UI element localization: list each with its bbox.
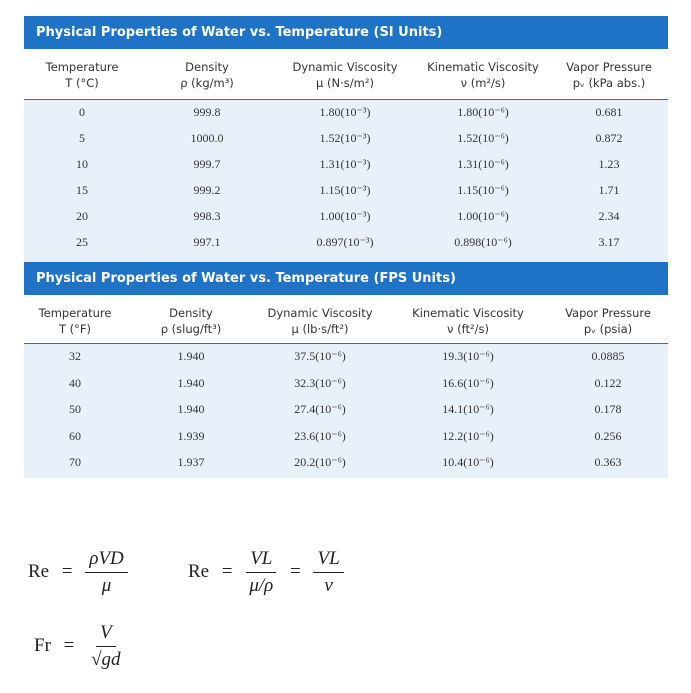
fps-header-row [24, 295, 668, 344]
header-label: Dynamic Viscosity [292, 60, 398, 74]
formula-denominator: ν [324, 575, 333, 596]
header-label: Temperature [45, 60, 119, 74]
header-unit: ρ (slug/ft³) [160, 322, 222, 336]
header-unit: ν (m²/s) [460, 76, 506, 90]
table-cell: 14.1(10⁻⁶) [442, 402, 494, 416]
formula-equals: = [61, 560, 73, 582]
fps-header-col-4 [565, 305, 651, 337]
si-table [24, 16, 668, 262]
table-row [24, 230, 668, 256]
header-unit: μ (N·s/m²) [316, 76, 374, 90]
table-cell: 20 [76, 209, 88, 223]
table-cell: 999.2 [193, 183, 221, 197]
si-header-col-4 [566, 59, 652, 91]
table-cell: 60 [69, 428, 81, 443]
table-cell: 0.898(10⁻⁶) [454, 235, 512, 249]
si-header-col-3 [427, 59, 539, 91]
table-cell: 1.940 [177, 349, 205, 363]
header-unit: ρ (kg/m³) [180, 76, 234, 90]
table-cell: 5 [79, 131, 85, 145]
formula-equals: = [63, 634, 75, 656]
fps-header-col-3 [412, 305, 524, 337]
table-cell: 1.00(10⁻⁶) [457, 209, 509, 223]
table-cell: 3.17 [598, 235, 620, 249]
table-cell: 1.52(10⁻⁶) [457, 131, 509, 145]
table-cell: 1.937 [177, 455, 205, 469]
table-cell: 10 [76, 157, 88, 171]
si-header-col-1 [180, 59, 234, 91]
si-table-title: Physical Properties of Water vs. Temperature (SI Units) [24, 16, 668, 49]
table-cell: 0.872 [595, 131, 623, 145]
table-cell: 1.940 [177, 402, 205, 416]
table-cell: 40 [69, 375, 81, 390]
table-cell: 20.2(10⁻⁶) [294, 455, 346, 469]
formula-denominator: μ [101, 575, 112, 596]
header-label: Kinematic Viscosity [412, 306, 524, 320]
table-cell: 0 [79, 105, 85, 119]
fps-body [24, 344, 668, 477]
table-row [24, 178, 668, 204]
table-row [24, 100, 668, 126]
si-header-col-2 [292, 59, 397, 91]
formula-numerator: VL [313, 548, 343, 573]
table-cell: 1.71 [598, 183, 620, 197]
si-header-row [24, 49, 668, 100]
table-cell: 37.5(10⁻⁶) [294, 349, 346, 363]
fps-header-col-2 [267, 305, 372, 337]
table-cell: 23.6(10⁻⁶) [294, 428, 346, 443]
header-unit: T (°F) [58, 322, 92, 336]
formula-equals-2: = [290, 560, 301, 582]
table-cell: 1.31(10⁻⁶) [457, 157, 509, 171]
table-cell: 32.3(10⁻⁶) [294, 375, 346, 390]
formula-fraction [245, 548, 277, 597]
table-cell: 1.00(10⁻³) [319, 209, 371, 223]
fps-table-title: Physical Properties of Water vs. Temperature (FPS Units) [24, 262, 668, 295]
table-cell: 1.31(10⁻³) [319, 157, 371, 171]
fps-header-col-0 [39, 305, 112, 337]
formula-numerator: VL [246, 548, 276, 573]
formula-fraction-2 [313, 548, 343, 597]
formula-numerator: V [96, 622, 116, 647]
table-cell: 2.34 [598, 209, 620, 223]
table-cell: 0.122 [594, 375, 622, 390]
table-row [24, 204, 668, 230]
table-cell: 1.80(10⁻⁶) [457, 105, 509, 119]
table-cell: 0.256 [594, 428, 622, 443]
table-row [24, 152, 668, 178]
header-unit: pᵥ (kPa abs.) [572, 76, 646, 90]
header-label: Vapor Pressure [565, 306, 651, 320]
formula-fraction [87, 622, 124, 671]
header-unit: ν (ft²/s) [447, 322, 489, 336]
table-cell: 27.4(10⁻⁶) [294, 402, 346, 416]
table-cell: 19.3(10⁻⁶) [442, 349, 494, 363]
table-cell: 1.939 [177, 428, 205, 443]
reynolds-formula-1 [28, 548, 128, 597]
table-row [24, 344, 668, 371]
table-cell: 0.363 [594, 455, 622, 469]
table-cell: 32 [69, 349, 81, 363]
table-cell: 16.6(10⁻⁶) [442, 375, 494, 390]
formula-denominator: μ/ρ [249, 575, 274, 596]
table-cell: 999.7 [193, 157, 221, 171]
table-cell: 0.681 [595, 105, 623, 119]
table-row [24, 450, 668, 477]
table-cell: 10.4(10⁻⁶) [442, 455, 494, 469]
formula-denominator: √gd [91, 649, 121, 670]
table-cell: 1.940 [177, 375, 205, 390]
header-label: Vapor Pressure [566, 60, 652, 74]
header-label: Dynamic Viscosity [267, 306, 373, 320]
table-cell: 1.23 [598, 157, 620, 171]
table-cell: 1.52(10⁻³) [319, 131, 371, 145]
table-cell: 1000.0 [190, 131, 224, 145]
table-cell: 70 [69, 455, 81, 469]
header-label: Temperature [38, 306, 112, 320]
formula-lhs: Re [28, 560, 50, 582]
reynolds-formula-2 [188, 548, 344, 597]
table-cell: 12.2(10⁻⁶) [442, 428, 494, 443]
table-row [24, 371, 668, 398]
table-cell: 1.80(10⁻³) [319, 105, 371, 119]
table-cell: 25 [76, 235, 88, 249]
header-label: Kinematic Viscosity [427, 60, 539, 74]
table-cell: 0.897(10⁻³) [316, 235, 374, 249]
fps-header-col-1 [161, 305, 222, 337]
table-cell: 998.3 [193, 209, 221, 223]
table-row [24, 424, 668, 451]
table-cell: 1.15(10⁻⁶) [457, 183, 509, 197]
formula-fraction [85, 548, 127, 597]
fps-table [24, 262, 668, 478]
formula-numerator: ρVD [85, 548, 127, 573]
table-row [24, 126, 668, 152]
table-cell: 997.1 [193, 235, 221, 249]
froude-formula [34, 622, 125, 671]
table-cell: 0.178 [594, 402, 622, 416]
header-label: Density [185, 60, 229, 74]
table-cell: 15 [76, 183, 88, 197]
si-header-col-0 [46, 59, 119, 91]
formula-lhs: Re [188, 560, 210, 582]
header-unit: pᵥ (psia) [583, 322, 633, 336]
table-cell: 0.0885 [591, 349, 625, 363]
table-cell: 1.15(10⁻³) [319, 183, 371, 197]
si-body [24, 100, 668, 256]
formula-lhs: Fr [34, 634, 51, 656]
table-cell: 999.8 [193, 105, 221, 119]
header-unit: μ (lb·s/ft²) [291, 322, 349, 336]
header-label: Density [169, 306, 213, 320]
formula-equals: = [221, 560, 233, 582]
table-row [24, 397, 668, 424]
header-unit: T (°C) [65, 76, 99, 90]
table-cell: 50 [69, 402, 81, 416]
